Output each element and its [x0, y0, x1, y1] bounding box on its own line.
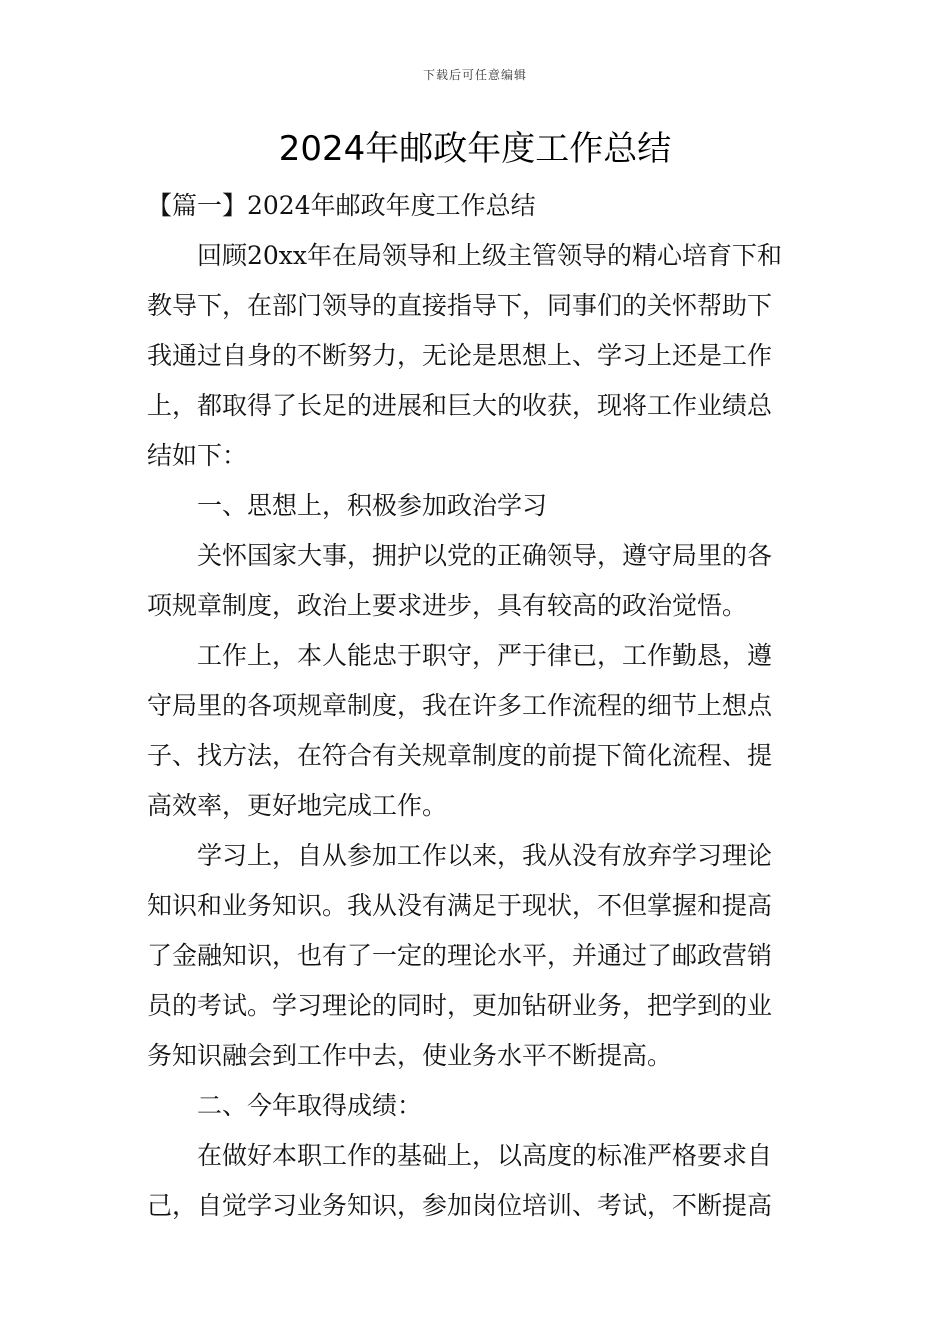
section-heading-part-one: 【篇一】2024年邮政年度工作总结 — [147, 191, 536, 220]
paragraph-line: 务知识融会到工作中去，使业务水平不断提高。 — [147, 1041, 673, 1070]
paragraph-line: 工作上，本人能忠于职守，严于律已，工作勤恳，遵 — [197, 641, 773, 670]
paragraph-line: 子、找方法，在符合有关规章制度的前提下简化流程、提 — [147, 741, 773, 770]
paragraph-line: 在做好本职工作的基础上，以高度的标准严格要求自 — [197, 1141, 773, 1170]
paragraph-line: 结如下： — [147, 441, 248, 470]
paragraph-line: 己，自觉学习业务知识，参加岗位培训、考试，不断提高 — [147, 1191, 773, 1220]
paragraph-line: 学习上，自从参加工作以来，我从没有放弃学习理论 — [197, 841, 773, 870]
document-body — [147, 181, 807, 1231]
section-heading-ideology: 一、思想上，积极参加政治学习 — [197, 491, 548, 520]
paragraph-line: 知识和业务知识。我从没有满足于现状，不但掌握和提高 — [147, 891, 773, 920]
paragraph-line: 高效率，更好地完成工作。 — [147, 791, 448, 820]
paragraph-line: 我通过自身的不断努力，无论是思想上、学习上还是工作 — [147, 341, 773, 370]
paragraph-line: 关怀国家大事，拥护以党的正确领导，遵守局里的各 — [197, 541, 773, 570]
section-heading-achievements: 二、今年取得成绩： — [197, 1091, 423, 1120]
paragraph-line: 项规章制度，政治上要求进步，具有较高的政治觉悟。 — [147, 591, 748, 620]
paragraph-line: 守局里的各项规章制度，我在许多工作流程的细节上想点 — [147, 691, 773, 720]
paragraph-line: 上，都取得了长足的进展和巨大的收获，现将工作业绩总 — [147, 391, 773, 420]
paragraph-line: 员的考试。学习理论的同时，更加钻研业务，把学到的业 — [147, 991, 773, 1020]
document-title: 2024年邮政年度工作总结 — [278, 129, 672, 169]
download-note: 下载后可任意编辑 — [422, 68, 527, 82]
paragraph-line: 教导下，在部门领导的直接指导下，同事们的关怀帮助下 — [147, 291, 773, 320]
paragraph-line: 回顾20xx年在局领导和上级主管领导的精心培育下和 — [197, 241, 783, 270]
paragraph-line: 了金融知识，也有了一定的理论水平，并通过了邮政营销 — [147, 941, 773, 970]
